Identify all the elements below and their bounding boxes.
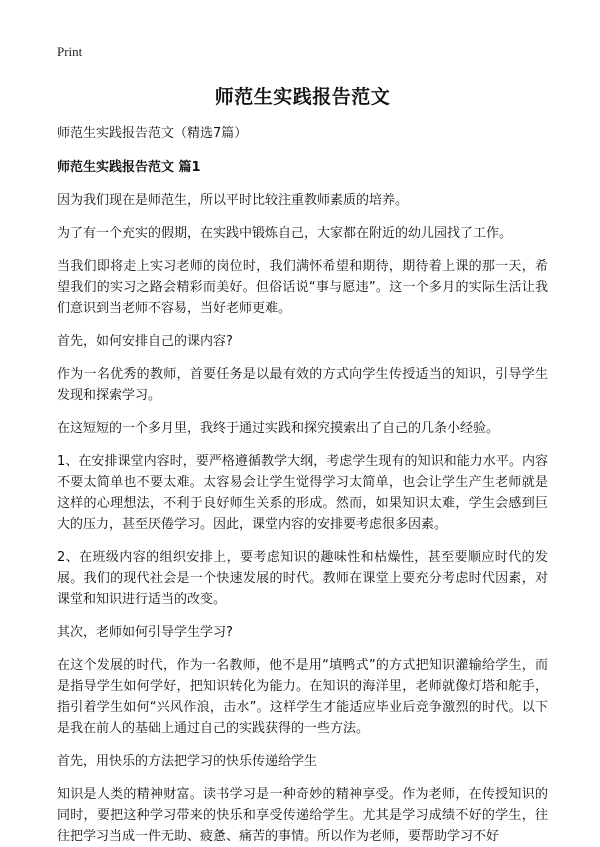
paragraph-11: 首先，用快乐的方法把学习的快乐传递给学生 xyxy=(57,754,318,769)
document-subtitle: 师范生实践报告范文（精选7篇） xyxy=(57,126,248,141)
paragraph-5: 作为一名优秀的教师，首要任务是以最有效的方式向学生传授适当的知识，引导学生发现和探索学习。 xyxy=(57,367,548,403)
paragraph-2: 为了有一个充实的假期，在实践中锻炼自己，大家都在附近的幼儿园找了工作。 xyxy=(57,226,513,241)
paragraph-8: 2、在班级内容的组织安排上，要考虑知识的趣味性和枯燥性，甚至要顺应时代的发展。我们的现代社会是一个快速发展的时代。教师在课堂上要充分考虑时代因素，对课堂和知识进行适当的改变。 xyxy=(57,550,548,607)
paragraph-12: 知识是人类的精神财富。读书学习是一种奇妙的精神享受。作为老师，在传授知识的同时，要把这种学习带来的快乐和享受传递给学生。尤其是学习成绩不好的学生，往往把学习当成一件无助、疲惫、痛苦的事情。所以作为老师，要帮助学习不好 xyxy=(57,787,548,844)
section-heading: 师范生实践报告范文 篇1 xyxy=(57,160,201,175)
paragraph-10: 在这个发展的时代，作为一名教师，他不是用“填鸭式”的方式把知识灌输给学生，而是指导学生如何学好，把知识转化为能力。在知识的海洋里，老师就像灯塔和舵手，指引着学生如何“兴风作浪，击水”。这样学生才能适应毕业后竞争激烈的时代。以下是我在前人的基础上通过自己的实践获得的一些方法。 xyxy=(57,658,548,736)
paragraph-7: 1、在安排课堂内容时，要严格遵循教学大纲，考虑学生现有的知识和能力水平。内容不要太简单也不要太难。太容易会让学生觉得学习太简单，也会让学生产生老师就是这样的心理想法，不利于良好师生关系的形成。然而，如果知识太难，学生会感到巨大的压力，甚至厌倦学习。因此，课堂内容的安排要考虑很多因素。 xyxy=(57,454,548,532)
document-title: 师范生实践报告范文 xyxy=(214,86,391,108)
paragraph-6: 在这短短的一个多月里，我终于通过实践和探究摸索出了自己的几条小经验。 xyxy=(57,421,500,436)
paragraph-3: 当我们即将走上实习老师的岗位时，我们满怀希望和期待，期待着上课的那一天，希望我们的实习之路会精彩而美好。但俗话说“事与愿违”。这一个多月的实际生活让我们意识到当老师不容易，当好老师更难。 xyxy=(57,259,548,316)
paragraph-1: 因为我们现在是师范生，所以平时比较注重教师素质的培养。 xyxy=(57,193,409,208)
print-label: Print xyxy=(57,44,83,59)
paragraph-9: 其次，老师如何引导学生学习? xyxy=(57,625,233,640)
paragraph-4: 首先，如何安排自己的课内容? xyxy=(57,334,233,349)
